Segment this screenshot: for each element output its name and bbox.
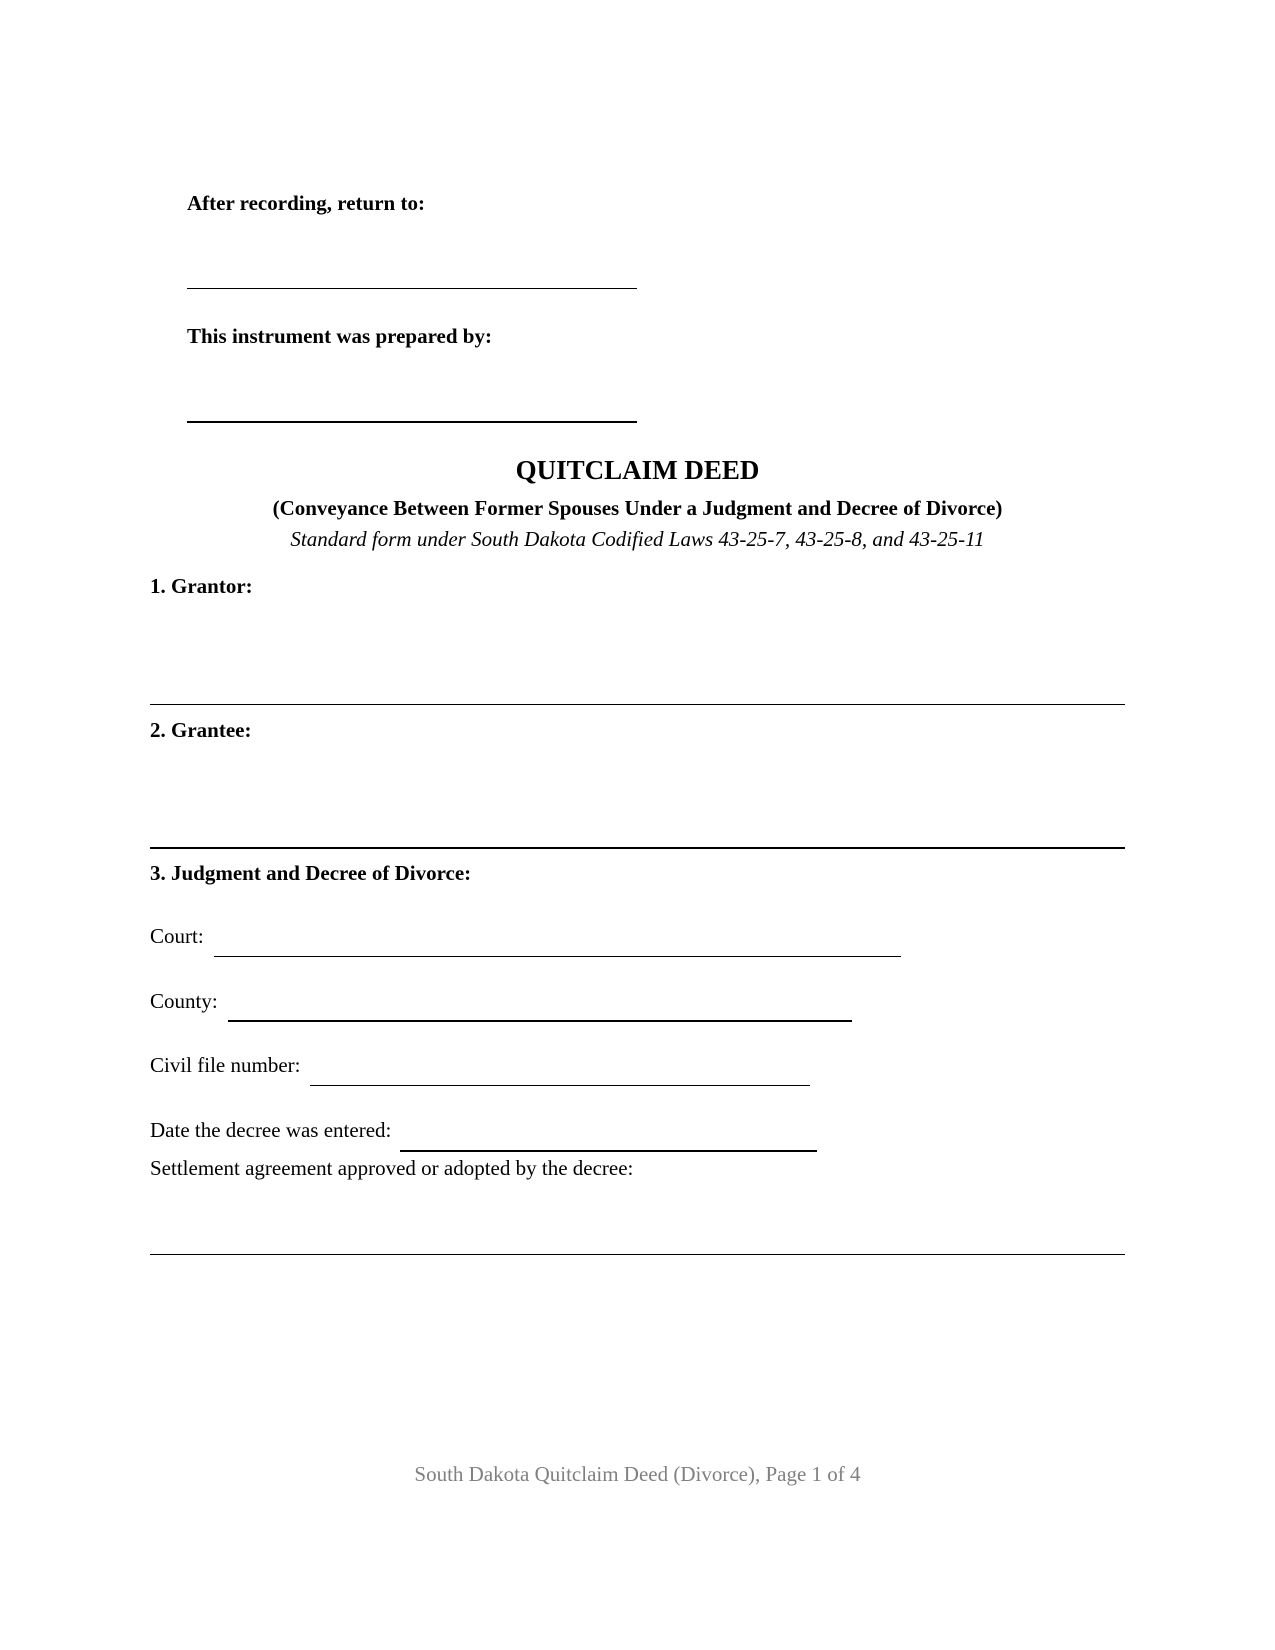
court-label: Court: xyxy=(150,924,204,948)
judgment-heading: 3. Judgment and Decree of Divorce: xyxy=(150,861,472,885)
document-title: QUITCLAIM DEED xyxy=(515,455,760,485)
court-field[interactable] xyxy=(214,956,901,957)
document-subtitle: (Conveyance Between Former Spouses Under a Judgment and Decree of Divorce) xyxy=(272,496,1003,520)
county-label: County: xyxy=(150,989,218,1013)
grantee-field[interactable] xyxy=(150,847,1125,849)
prepared-by-field[interactable] xyxy=(187,421,637,423)
page-footer: South Dakota Quitclaim Deed (Divorce), Page 1 of 4 xyxy=(414,1462,861,1486)
prepared-by-label: This instrument was prepared by: xyxy=(187,324,492,348)
decree-date-field[interactable] xyxy=(400,1150,817,1152)
settlement-agreement-label: Settlement agreement approved or adopted by the decree: xyxy=(150,1156,634,1180)
grantor-field[interactable] xyxy=(150,704,1125,705)
civil-file-number-field[interactable] xyxy=(310,1085,810,1086)
statute-note: Standard form under South Dakota Codified Laws 43-25-7, 43-25-8, and 43-25-11 xyxy=(290,527,985,551)
county-field[interactable] xyxy=(228,1020,852,1022)
civil-file-number-label: Civil file number: xyxy=(150,1053,301,1077)
settlement-agreement-field[interactable] xyxy=(150,1254,1125,1255)
grantee-heading: 2. Grantee: xyxy=(150,718,252,742)
return-to-field[interactable] xyxy=(187,288,637,289)
decree-date-label: Date the decree was entered: xyxy=(150,1118,392,1142)
grantor-heading: 1. Grantor: xyxy=(150,574,253,598)
return-to-label: After recording, return to: xyxy=(187,191,425,215)
